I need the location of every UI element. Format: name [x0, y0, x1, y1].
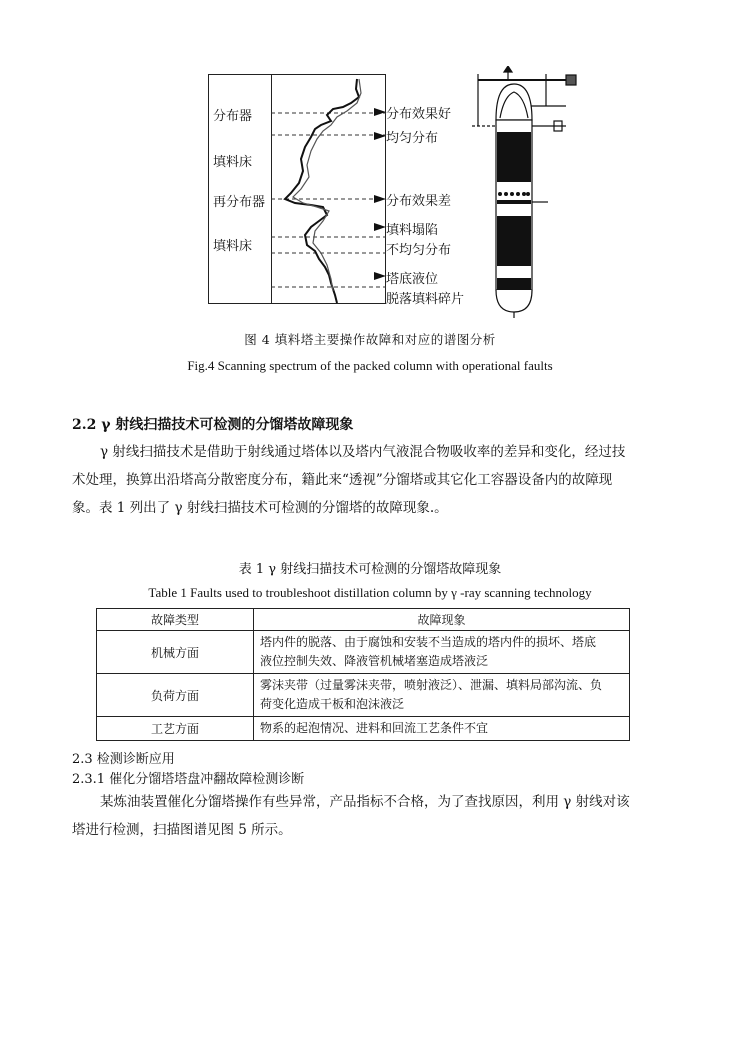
fault-label-bottom-level: 塔底液位	[386, 272, 439, 287]
figure-caption-cn: 图 4 填料塔主要操作故障和对应的谱图分析	[244, 332, 496, 347]
scan-trace	[271, 75, 386, 303]
fault-type-cell: 机械方面	[97, 631, 254, 674]
packing-bed-lower	[497, 216, 531, 266]
zone-label-distributor: 分布器	[213, 109, 253, 124]
table-title-cn: 表 1 γ 射线扫描技术可检测的分馏塔故障现象	[238, 562, 502, 577]
figure-caption-en: Fig.4 Scanning spectrum of the packed column with operational faults	[187, 358, 553, 373]
phenomenon-line: 雾沫夹带（过量雾沫夹带，喷射液泛）、泄漏、填料局部沟流、负	[260, 678, 603, 692]
fault-label-fallen-packing: 脱落填料碎片	[386, 292, 465, 307]
fault-type-cell: 工艺方面	[97, 717, 254, 741]
phenomenon-line: 荷变化造成干板和泡沫液泛	[260, 697, 405, 711]
section-2-2-line-2: 术处理，换算出沿塔高分散密度分布，籍此来“透视”分馏塔或其它化工容器设备内的故障现	[72, 472, 613, 488]
header-fault-type: 故障类型	[97, 609, 254, 631]
table-title-en: Table 1 Faults used to troubleshoot distillation column by γ -ray scanning technology	[148, 585, 592, 600]
fault-label-good-distribution: 分布效果好	[386, 107, 452, 122]
fault-phenomenon-cell	[254, 717, 630, 741]
bottom-liquid	[497, 278, 531, 290]
zone-label-packing-bed-1: 填料床	[213, 155, 253, 170]
section-2-3-1-title: 2.3.1 催化分馏塔塔盘冲翻故障检测诊断	[72, 772, 305, 787]
section-2-3-line-1: 某炼油装置催化分馏塔操作有些异常，产品指标不合格，为了查找原因，利用 γ 射线对该	[100, 794, 630, 810]
scan-chart	[208, 74, 386, 304]
table-row	[97, 674, 630, 717]
faults-table	[96, 608, 630, 741]
phenomenon-line: 液位控制失效、降液管机械堵塞造成塔液泛	[260, 654, 489, 668]
fault-phenomenon-cell	[254, 631, 630, 674]
packing-bed-upper	[497, 132, 531, 182]
section-2-2-line-3: 象。表 1 列出了 γ 射线扫描技术可检测的分馏塔的故障现象.。	[72, 500, 448, 516]
phenomenon-line: 物系的起泡情况、进料和回流工艺条件不宜	[260, 721, 489, 735]
zone-label-packing-bed-2: 填料床	[213, 239, 253, 254]
section-2-2-title: 2.2 γ 射线扫描技术可检测的分馏塔故障现象	[72, 417, 354, 433]
header-fault-phenomenon: 故障现象	[254, 609, 630, 631]
table-header-row	[97, 609, 630, 631]
fault-type-cell: 负荷方面	[97, 674, 254, 717]
section-2-2-line-1: γ 射线扫描技术是借助于射线通过塔体以及塔内气液混合物吸收率的差异和变化，经过技	[100, 444, 626, 460]
fault-label-even-distribution: 均匀分布	[386, 131, 439, 146]
fault-phenomenon-cell	[254, 674, 630, 717]
fault-label-uneven-distribution: 不均匀分布	[386, 243, 452, 258]
section-2-3-title: 2.3 检测诊断应用	[72, 752, 175, 767]
phenomenon-line: 塔内件的脱落、由于腐蚀和安装不当造成的塔内件的损坏、塔底	[260, 635, 597, 649]
column-schematic	[470, 66, 585, 318]
table-row	[97, 631, 630, 674]
table-row	[97, 717, 630, 741]
fault-label-packing-collapse: 填料塌陷	[386, 223, 439, 238]
fault-label-poor-distribution: 分布效果差	[386, 194, 452, 209]
section-2-3-line-2: 塔进行检测，扫描图谱见图 5 所示。	[72, 822, 292, 838]
zone-label-redistributor: 再分布器	[213, 195, 266, 210]
